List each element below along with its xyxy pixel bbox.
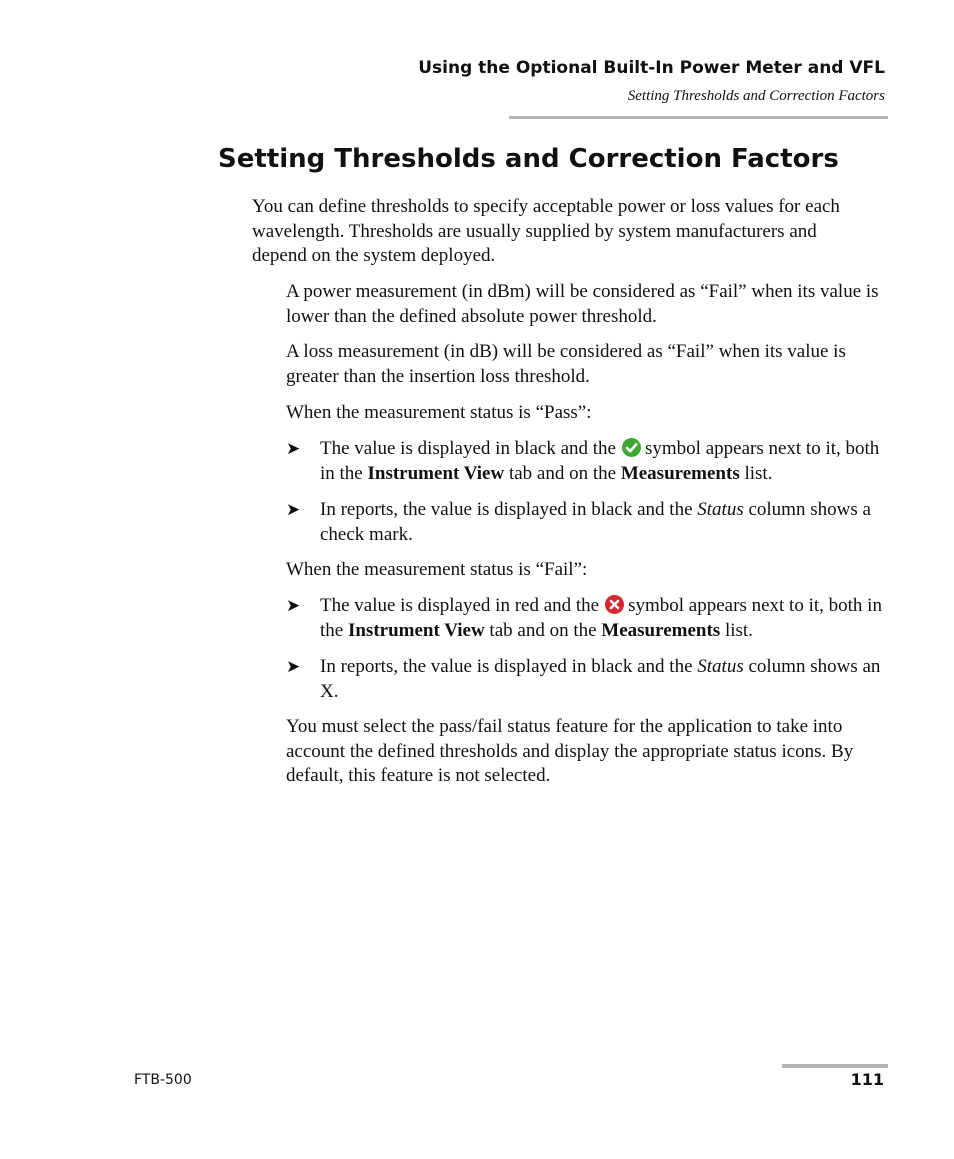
fail-intro: When the measurement status is “Fail”: [286,559,588,580]
closing-paragraph: You must select the pass/fail status feature for the application to take into account the defined thresholds and display the appropriate status icons. By default, this feature is not selected. [286,716,854,786]
fail-bullet-2: In reports, the value is displayed in black and the Status column shows an X. [320,656,881,702]
bullet-arrow-icon: ➤ [286,596,301,615]
running-header-section: Setting Thresholds and Correction Factors [627,88,885,104]
loss-paragraph: A loss measurement (in dB) will be considered as “Fail” when its value is greater than the insertion loss threshold. [286,341,846,387]
page-title: Setting Thresholds and Correction Factors [218,144,839,174]
power-paragraph: A power measurement (in dBm) will be considered as “Fail” when its value is lower than the defined absolute power threshold. [286,281,879,327]
fail-bullet-1: The value is displayed in red and the symbol appears next to it, both in the Instrument View tab and on the Measurements list. [320,595,882,641]
bullet-arrow-icon: ➤ [286,439,301,458]
x-circle-icon [605,595,624,614]
pass-bullet-2: In reports, the value is displayed in black and the Status column shows a check mark. [320,499,871,545]
pass-bullet-1: The value is displayed in black and the symbol appears next to it, both in the Instrument View tab and on the Measurements list. [320,438,880,484]
bullet-arrow-icon: ➤ [286,657,301,676]
intro-paragraph: You can define thresholds to specify acceptable power or loss values for each wavelength. Thresholds are usually supplied by system manufacturers and depend on the system deployed. [252,196,840,266]
running-header-chapter: Using the Optional Built-In Power Meter and VFL [418,58,885,78]
pass-intro: When the measurement status is “Pass”: [286,402,592,423]
bullet-arrow-icon: ➤ [286,500,301,519]
page-number: 111 [850,1070,884,1089]
footer-product: FTB-500 [134,1072,192,1088]
footer-rule [782,1064,888,1068]
check-circle-icon [622,438,641,457]
header-rule [509,116,888,119]
